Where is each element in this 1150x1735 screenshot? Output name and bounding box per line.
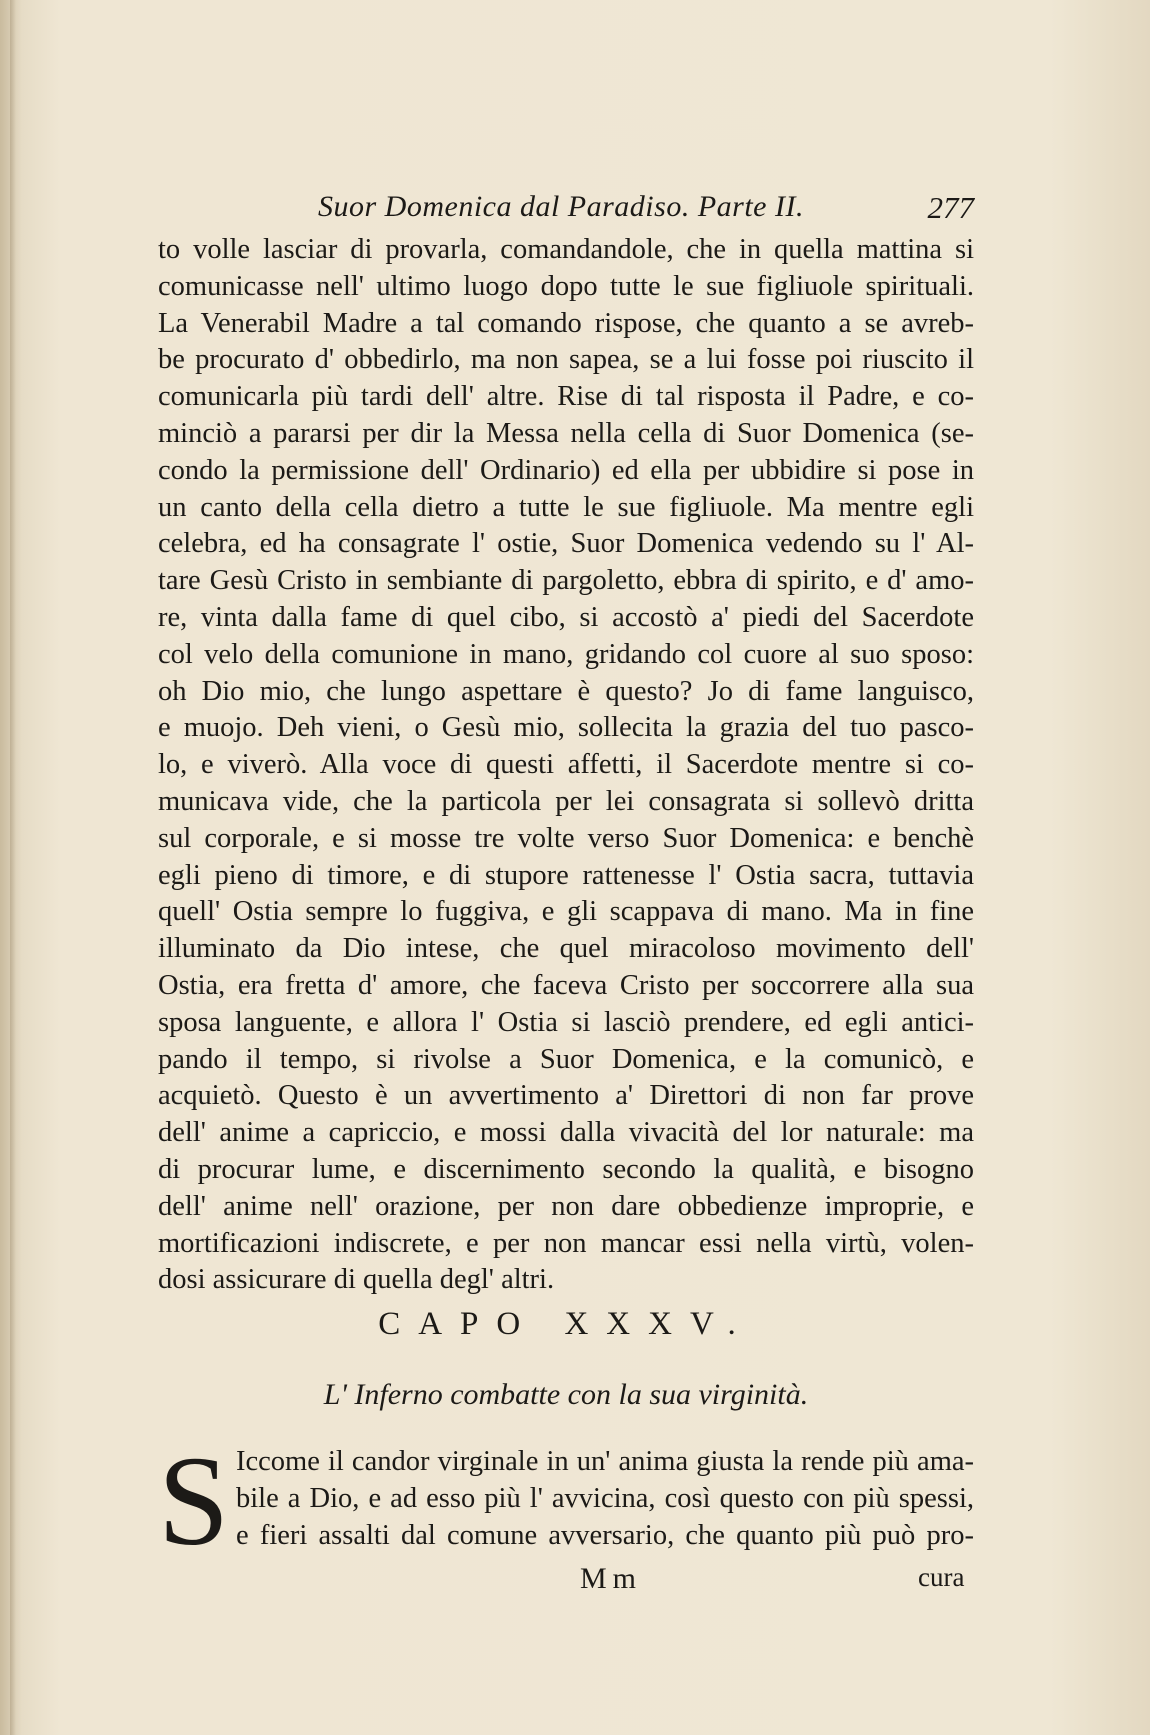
chapter-heading: CAPO XXXV.	[378, 1306, 754, 1342]
text-line: comunicasse nell' ultimo luogo dopo tutte le sue figliuole spirituali.	[158, 270, 974, 302]
text-line: condo la permissione dell' Ordinario) ed ella per ubbidire si pose in	[158, 454, 974, 486]
text-line: Ostia, era fretta d' amore, che faceva Cristo per soccorrere alla sua	[158, 969, 974, 1001]
drop-cap: S	[158, 1430, 230, 1572]
text-line: oh Dio mio, che lungo aspettare è questo? Jo di fame languisco,	[158, 675, 974, 707]
page-number: 277	[927, 190, 974, 225]
running-head	[158, 190, 974, 230]
text-line: col velo della comunione in mano, gridando col cuore al suo sposo:	[158, 638, 974, 670]
page-fold-shadow	[10, 0, 16, 1735]
text-line: dosi assicurare di quella degl' altri.	[158, 1264, 555, 1296]
text-line: minciò a pararsi per dir la Messa nella cella di Suor Domenica (se-	[158, 417, 974, 449]
text-line: mortificazioni indiscrete, e per non mancar essi nella virtù, volen-	[158, 1227, 974, 1259]
text-line: comunicarla più tardi dell' altre. Rise di tal risposta il Padre, e co-	[158, 381, 974, 413]
text-line: lo, e viverò. Alla voce di questi affetti, il Sacerdote mentre si co-	[158, 749, 974, 781]
text-line: sposa languente, e allora l' Ostia si lasciò prendere, ed egli antici-	[158, 1006, 974, 1038]
text-line: e muojo. Deh vieni, o Gesù mio, sollecita la grazia del tuo pasco-	[158, 712, 974, 744]
text-line: e fieri assalti dal comune avversario, che quanto più può pro-	[236, 1519, 974, 1551]
text-line: be procurato d' obbedirlo, ma non sapea, se a lui fosse poi riuscito il	[158, 344, 974, 376]
text-line: bile a Dio, e ad esso più l' avvicina, così questo con più spessi,	[236, 1482, 974, 1514]
text-line: sul corporale, e si mosse tre volte verso Suor Domenica: e benchè	[158, 822, 974, 854]
signature-mark: Mm	[580, 1562, 643, 1595]
text-line: quell' Ostia sempre lo fuggiva, e gli scappava di mano. Ma in fine	[158, 896, 974, 928]
text-line: acquietò. Questo è un avvertimento a' Direttori di non far prove	[158, 1080, 974, 1112]
text-line: dell' anime a capriccio, e mossi dalla vivacità del lor naturale: ma	[158, 1117, 974, 1149]
text-line: egli pieno di timore, e di stupore rattenesse l' Ostia sacra, tuttavia	[158, 859, 974, 891]
text-line: di procurar lume, e discernimento secondo la qualità, e bisogno	[158, 1153, 974, 1185]
text-line: La Venerabil Madre a tal comando rispose, che quanto a se avreb-	[158, 307, 974, 339]
running-head-title: Suor Domenica dal Paradiso. Parte II.	[318, 190, 804, 223]
text-line: un canto della cella dietro a tutte le sue figliuole. Ma mentre egli	[158, 491, 974, 523]
chapter-paragraph	[158, 1430, 974, 1572]
catchword: cura	[918, 1562, 965, 1592]
text-line: tare Gesù Cristo in sembiante di pargoletto, ebbra di spirito, e d' amo-	[158, 565, 974, 597]
text-line: pando il tempo, si rivolse a Suor Domenica, e la comunicò, e	[158, 1043, 974, 1075]
chapter-subtitle: L' Inferno combatte con la sua virginità.	[323, 1378, 809, 1411]
text-line: dell' anime nell' orazione, per non dare obbedienze improprie, e	[158, 1190, 974, 1222]
text-line: municava vide, che la particola per lei consagrata si sollevò dritta	[158, 785, 974, 817]
text-line: Iccome il candor virginale in un' anima giusta la rende più ama-	[236, 1446, 974, 1477]
text-line: re, vinta dalla fame di quel cibo, si accostò a' piedi del Sacerdote	[158, 601, 974, 633]
text-line: celebra, ed ha consagrate l' ostie, Suor Domenica vedendo su l' Al-	[158, 528, 974, 560]
body-text	[158, 232, 974, 1299]
text-line: illuminato da Dio intese, che quel miracoloso movimento dell'	[158, 933, 974, 965]
text-line: to volle lasciar di provarla, comandandole, che in quella mattina si	[158, 234, 974, 265]
